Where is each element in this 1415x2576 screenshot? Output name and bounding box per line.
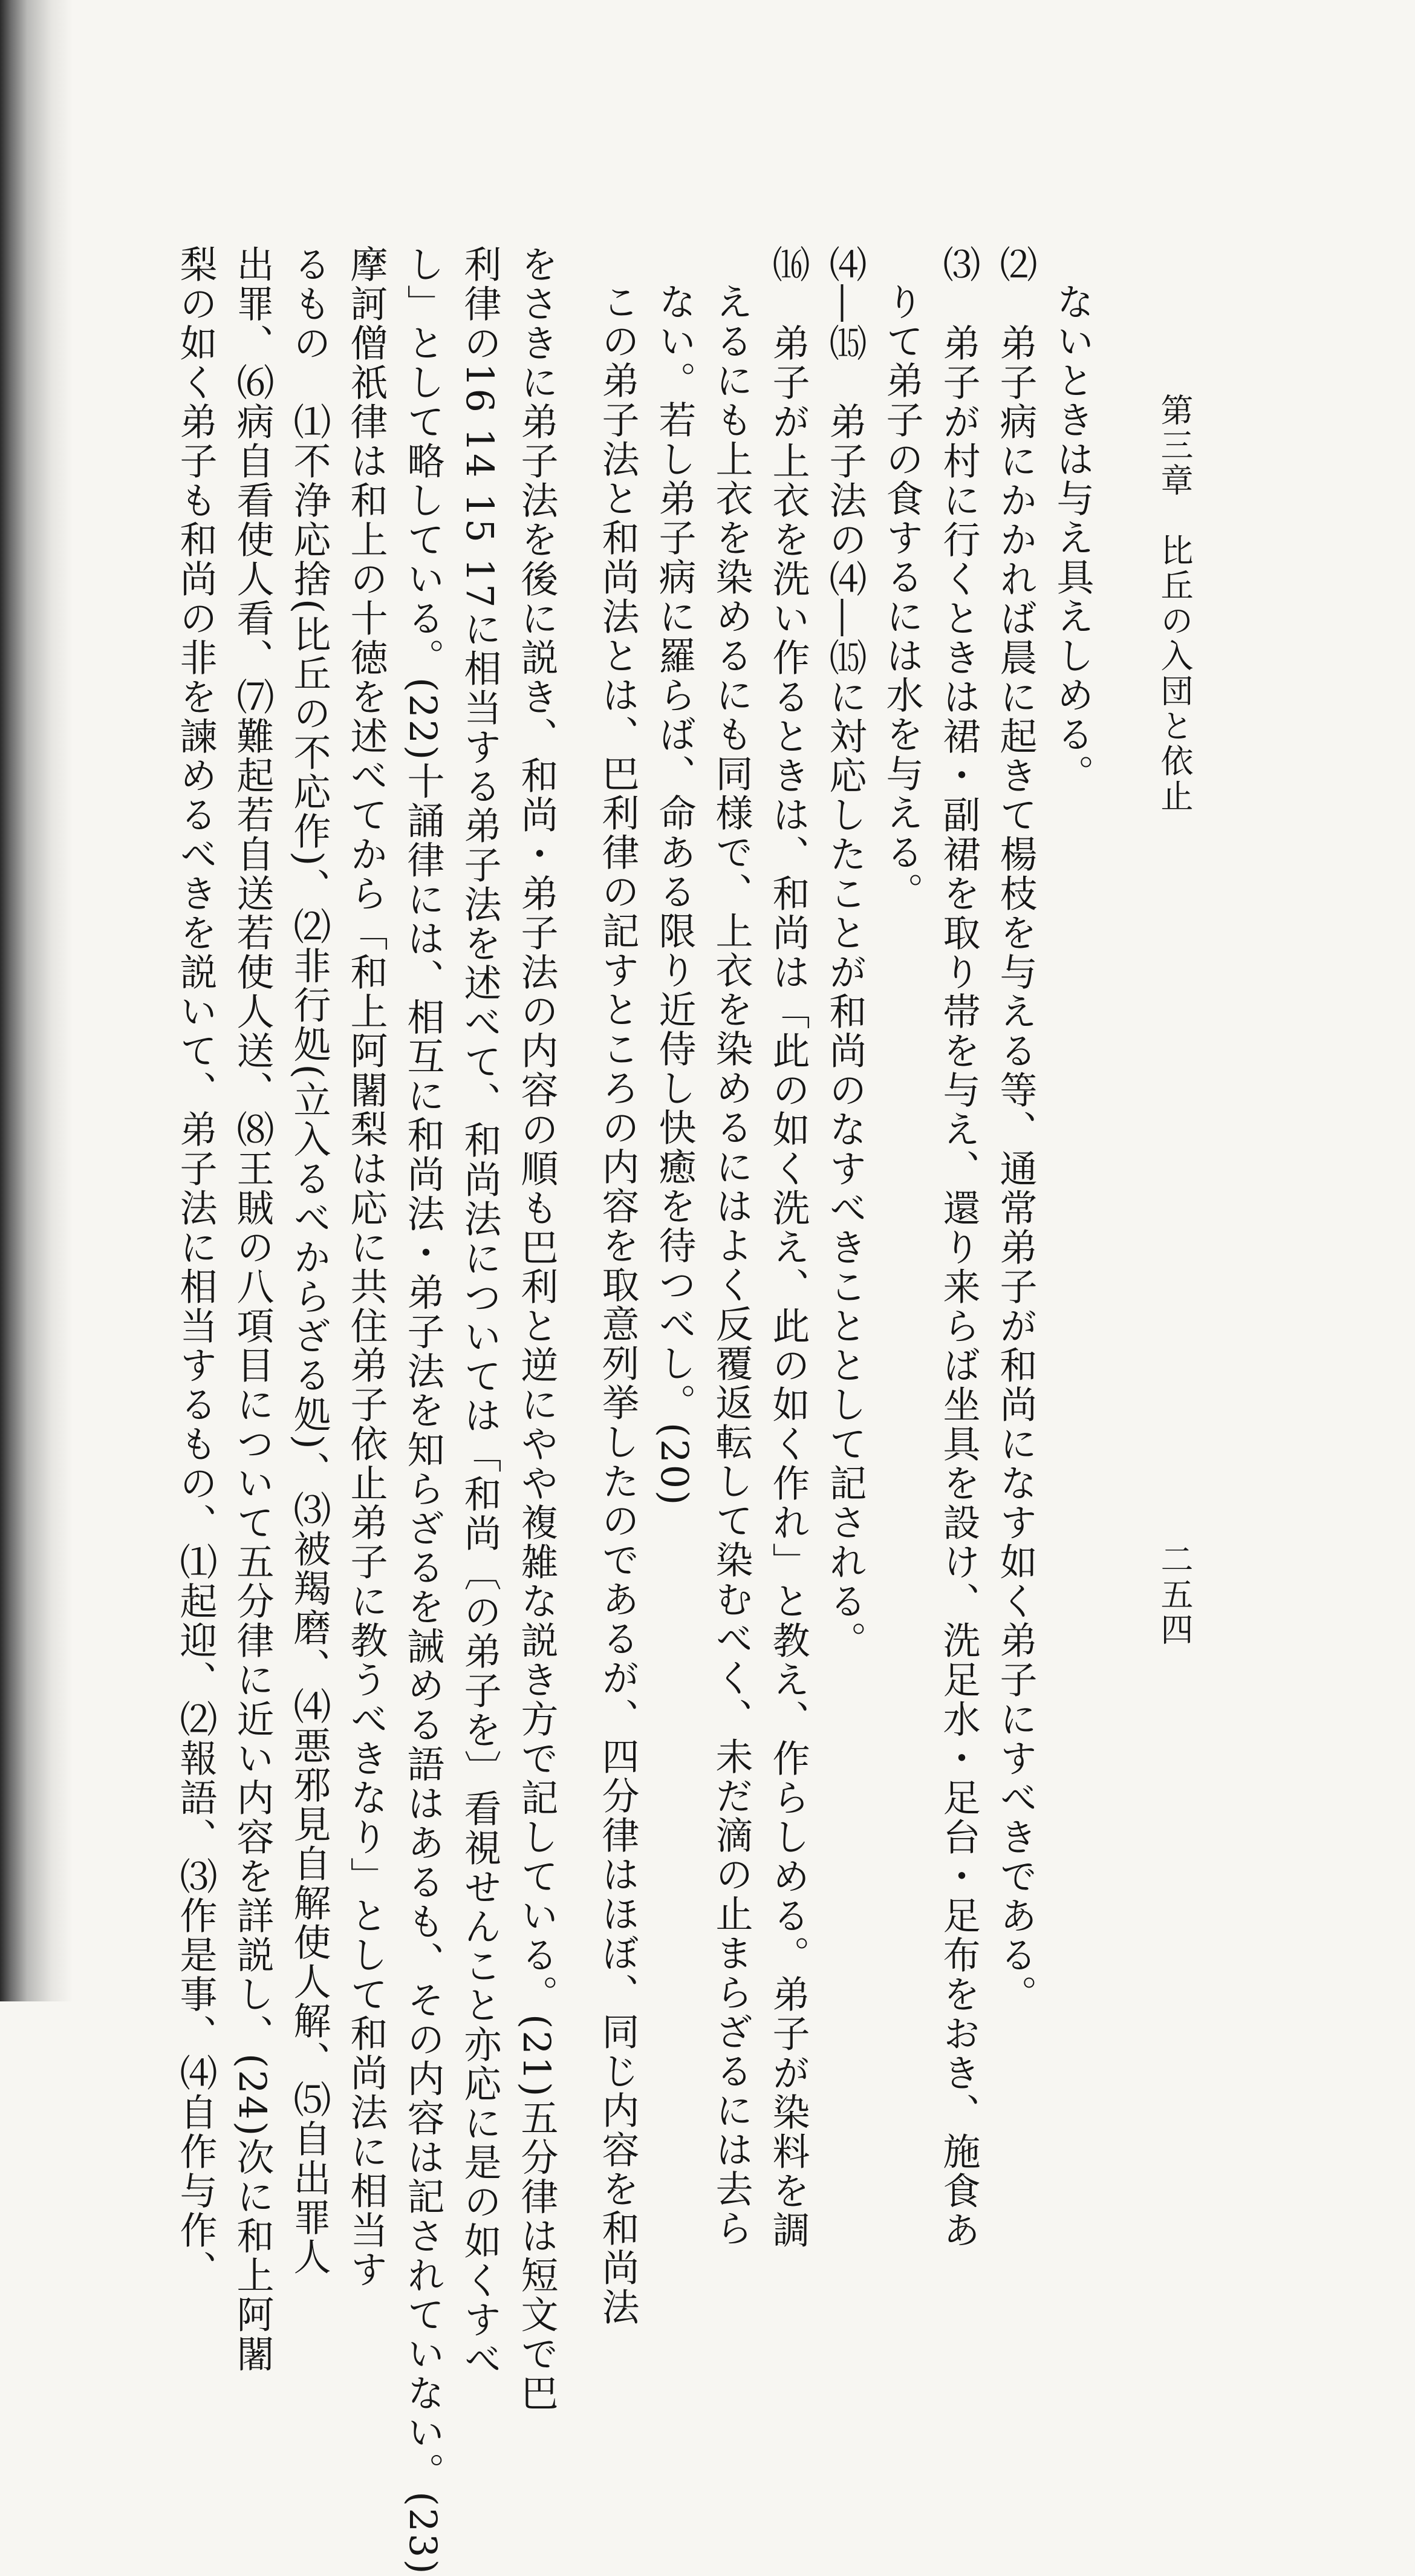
text-line: ⑷―⒂ 弟子法の⑷―⒂に対応したことが和尚のなすべきこととして記される。 xyxy=(823,245,867,1660)
text-line: し」として略している。(22)十誦律には、相互に和尚法・弟子法を知らざるを誡める語はあるも、その内容は記されていない。(23) xyxy=(401,245,445,2576)
body-text-vertical xyxy=(167,245,1101,2576)
text-line: をさきに弟子法を後に説き、和尚・弟子法の内容の順も巴利と逆にやや複雑な説き方で記している。(21)五分律は短文で巴 xyxy=(515,245,559,2413)
page-number: 二五四 xyxy=(1156,1542,1194,1648)
text-line: この弟子法と和尚法とは、巴利律の記すところの内容を取意列挙したのであるが、四分律はほぼ、同じ内容を和尚法 xyxy=(596,282,640,2327)
text-line: 梨の如く弟子も和尚の非を諫めるべきを説いて、弟子法に相当するもの、⑴起迎、⑵報語、⑶作是事、⑷自作与作、 xyxy=(174,245,218,2289)
text-line: ない。若し弟子病に羅らば、命ある限り近侍し快癒を待つべし。(20) xyxy=(652,282,697,1507)
text-line: るもの ⑴不浄応捨(比丘の不応作)、⑵非行処(立入るべからざる処)、⑶被羯磨、⑷悪邪見自解使人解、⑸自出罪人 xyxy=(287,245,331,2277)
text-line: ないときは与え具えしめる。 xyxy=(1050,282,1095,794)
text-line: えるにも上衣を染めるにも同様で、上衣を染めるにはよく反覆返転して染むべく、未だ滴の止まらざるには去ら xyxy=(709,282,753,2248)
text-line: 出罪、⑹病自看使人看、⑺難起若自送若使人送、⑻王賊の八項目について五分律に近い内容を詳説し、(24)次に和上阿闍 xyxy=(230,245,275,2374)
text-line: ⑶ 弟子が村に行くときは裙・副裙を取り帯を与え、還り来らば坐具を設け、洗足水・足台・足布をおき、施食あ xyxy=(937,245,981,2250)
running-header-chapter-title: 第三章 比丘の入団と依止 xyxy=(1156,393,1194,814)
text-line: ⒃ 弟子が上衣を洗い作るときは、和尚は「此の如く洗え、此の如く作れ」と教え、作らしめる。弟子が染料を調 xyxy=(766,245,810,2250)
text-line: 摩訶僧祇律は和上の十徳を述べてから「和上阿闍梨は応に共住弟子依止弟子に教うべきなり」として和尚法に相当す xyxy=(344,245,388,2289)
text-line: ⑵ 弟子病にかかれば晨に起きて楊枝を与える等、通常弟子が和尚になす如く弟子にすべきである。 xyxy=(994,245,1038,2014)
text-line: 利律の16 14 15 17に相当する弟子法を述べて、和尚法については「和尚〔の弟子を〕看視せんこと亦応に是の如くすべ xyxy=(458,245,502,2379)
text-line: りて弟子の食するには水を与える。 xyxy=(880,282,924,911)
